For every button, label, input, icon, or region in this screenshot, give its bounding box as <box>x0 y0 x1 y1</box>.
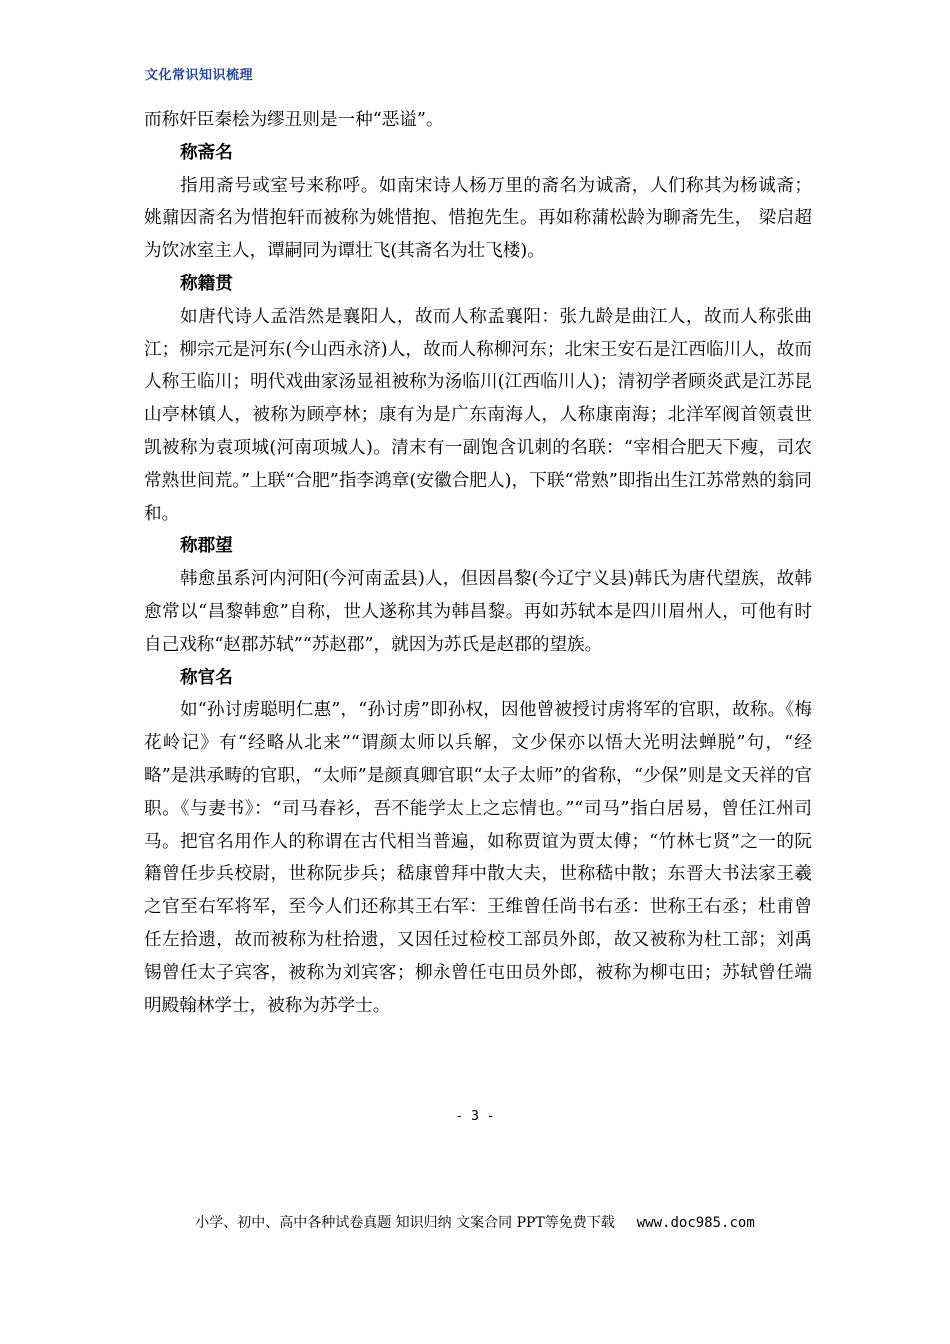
paragraph-jun-wang: 韩愈虽系河内河阳(今河南孟县)人，但因昌黎(今辽宁义县)韩氏为唐代望族，故韩愈常以“昌黎韩愈”自称，世人遂称其为韩昌黎。再如苏轼本是四川眉州人，可他有时自己戏称“赵郡苏轼”“苏赵郡”，就因为苏氏是赵郡的望族。 <box>144 569 812 655</box>
footer-banner <box>0 1212 950 1232</box>
document-body <box>144 104 812 1022</box>
page-number: - 3 - <box>455 1109 495 1124</box>
paragraph-guan-ming: 如“孙讨虏聪明仁惠”，“孙讨虏”即孙权，因他曾被授讨虏将军的官职，故称。《梅花岭记》有“经略从北来”“谓颜太师以兵解，文少保亦以悟大光明法蝉脱”句，“经略”是洪承畴的官职，“太师”是颜真卿官职“太子太师”的省称，“少保”则是文天祥的官职。《与妻书》：“司马春衫，吾不能学太上之忘情也。”“司马”指白居易，曾任江州司马。把官名用作人的称谓在古代相当普遍，如称贾谊为贾太傅；“竹林七贤”之一的阮籍曾任步兵校尉，世称阮步兵；嵇康曾拜中散大夫，世称嵇中散；东晋大书法家王羲之官至右军将军，至今人们还称其王右军：王维曾任尚书右丞：世称王右丞；杜甫曾任左拾遗，故而被称为杜拾遗，又因任过检校工部员外郎，故又被称为杜工部；刘禹锡曾任太子宾客，被称为刘宾客；柳永曾任屯田员外郎，被称为柳屯田；苏轼曾任端明殿翰林学士，被称为苏学士。 <box>144 700 812 1016</box>
continuation-paragraph: 而称奸臣秦桧为缪丑则是一种“恶谥”。 <box>144 110 444 130</box>
section-heading-ji-guan: 称籍贯 <box>180 273 233 294</box>
document-header-title: 文化常识知识梳理 <box>145 68 254 83</box>
section-heading-jun-wang: 称郡望 <box>180 536 233 557</box>
footer-text: 小学、初中、高中各种试卷真题 知识归纳 文案合同 PPT等免费下载 <box>195 1215 615 1231</box>
section-heading-zhai-ming: 称斋名 <box>180 142 233 163</box>
footer-url-link[interactable]: www.doc985.com <box>636 1215 755 1231</box>
paragraph-ji-guan: 如唐代诗人孟浩然是襄阳人，故而人称孟襄阳：张九龄是曲江人，故而人称张曲江；柳宗元是河东(今山西永济)人，故而人称柳河东；北宋王安石是江西临川人，故而人称王临川；明代戏曲家汤显祖被称为汤临川(江西临川人)；清初学者顾炎武是江苏昆山亭林镇人，被称为顾亭林；康有为是广东南海人，人称康南海；北洋军阀首领袁世凯被称为袁项城(河南项城人)。清末有一副饱含讥刺的名联：“宰相合肥天下瘦，司农常熟世间荒。”上联“合肥”指李鸿章(安徽合肥人)，下联“常熟”即指出生江苏常熟的翁同和。 <box>144 306 812 524</box>
section-heading-guan-ming: 称官名 <box>180 667 233 688</box>
paragraph-zhai-ming: 指用斋号或室号来称呼。如南宋诗人杨万里的斋名为诚斋，人们称其为杨诚斋；姚鼐因斋名为惜抱轩而被称为姚惜抱、惜抱先生。再如称蒲松龄为聊斋先生， 梁启超为饮冰室主人，谭嗣同为谭壮飞(其斋名为壮飞楼)。 <box>144 175 812 262</box>
